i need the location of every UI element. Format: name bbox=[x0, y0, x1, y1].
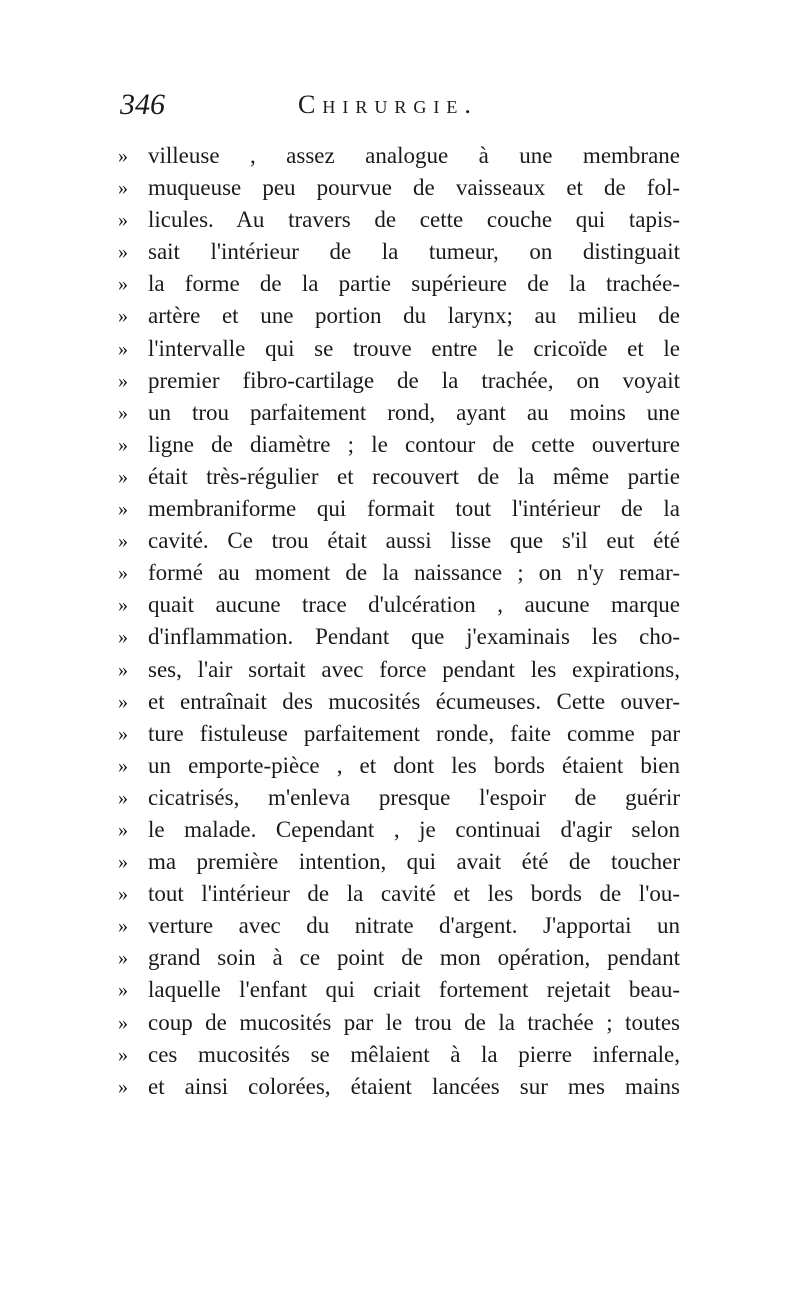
line-text: était très-régulier et recouvert de la même partie bbox=[148, 463, 680, 489]
quotation-mark: » bbox=[118, 562, 128, 585]
line-text: coup de mucosités par le trou de la trachée ; toutes bbox=[148, 1009, 680, 1035]
quotation-mark: » bbox=[118, 465, 128, 488]
running-title: Chirurgie. bbox=[298, 90, 478, 119]
quotation-mark: » bbox=[118, 1043, 128, 1066]
line-text: l'intervalle qui se trouve entre le cricoïde et le bbox=[148, 335, 680, 361]
line-text: d'inflammation. Pendant que j'examinais les cho- bbox=[148, 624, 680, 650]
line-text: verture avec du nitrate d'argent. J'apportai un bbox=[148, 913, 680, 939]
quotation-mark: » bbox=[118, 498, 128, 521]
line-text: formé au moment de la naissance ; on n'y remar- bbox=[148, 560, 680, 586]
text-line bbox=[118, 686, 680, 718]
quotation-mark: » bbox=[118, 786, 128, 809]
line-text: ces mucosités se mêlaient à la pierre infernale, bbox=[148, 1041, 680, 1067]
text-line bbox=[118, 910, 680, 942]
line-text: sait l'intérieur de la tumeur, on distinguait bbox=[148, 239, 680, 265]
line-text: ses, l'air sortait avec force pendant les expirations, bbox=[148, 656, 680, 682]
text-line bbox=[118, 300, 680, 332]
quotation-mark: » bbox=[118, 1011, 128, 1034]
text-line bbox=[118, 846, 680, 878]
text-line bbox=[118, 429, 680, 461]
page-header bbox=[120, 88, 680, 128]
line-text: et ainsi colorées, étaient lancées sur mes mains bbox=[148, 1073, 680, 1099]
quotation-mark: » bbox=[118, 209, 128, 232]
line-text: premier fibro-cartilage de la trachée, on voyait bbox=[148, 367, 680, 393]
quotation-mark: » bbox=[118, 915, 128, 938]
quotation-mark: » bbox=[118, 401, 128, 424]
line-text: ture fistuleuse parfaitement ronde, faite comme par bbox=[148, 720, 680, 746]
line-text: le malade. Cependant , je continuai d'agir selon bbox=[148, 816, 680, 842]
line-text: artère et une portion du larynx; au milieu de bbox=[148, 303, 680, 329]
text-line bbox=[118, 140, 680, 172]
line-text: un trou parfaitement rond, ayant au moins une bbox=[148, 399, 680, 425]
quotation-mark: » bbox=[118, 145, 128, 167]
text-line bbox=[118, 621, 680, 653]
text-line bbox=[118, 750, 680, 782]
line-text: villeuse , assez analogue à une membrane bbox=[148, 143, 680, 168]
line-text: ma première intention, qui avait été de toucher bbox=[148, 849, 680, 875]
line-text: licules. Au travers de cette couche qui tapis- bbox=[148, 207, 680, 233]
text-line bbox=[118, 942, 680, 974]
quotation-mark: » bbox=[118, 369, 128, 392]
text-line bbox=[118, 557, 680, 589]
body-text bbox=[118, 140, 680, 1103]
line-text: grand soin à ce point de mon opération, pendant bbox=[148, 945, 680, 971]
quotation-mark: » bbox=[118, 722, 128, 745]
text-line bbox=[118, 365, 680, 397]
line-text: cavité. Ce trou était aussi lisse que s'il eut été bbox=[148, 528, 680, 554]
quotation-mark: » bbox=[118, 433, 128, 456]
quotation-mark: » bbox=[118, 851, 128, 874]
quotation-mark: » bbox=[118, 530, 128, 553]
line-text: et entraînait des mucosités écumeuses. Cette ouver- bbox=[148, 688, 680, 714]
quotation-mark: » bbox=[118, 947, 128, 970]
text-line bbox=[118, 782, 680, 814]
line-text: membraniforme qui formait tout l'intérieur de la bbox=[148, 496, 680, 522]
text-line bbox=[118, 1071, 680, 1103]
text-line bbox=[118, 172, 680, 204]
line-text: la forme de la partie supérieure de la trachée- bbox=[148, 271, 680, 297]
line-text: quait aucune trace d'ulcération , aucune marque bbox=[148, 592, 680, 618]
line-text: tout l'intérieur de la cavité et les bords de l'ou- bbox=[148, 881, 680, 907]
text-line bbox=[118, 878, 680, 910]
text-line bbox=[118, 1007, 680, 1039]
text-line bbox=[118, 236, 680, 268]
quotation-mark: » bbox=[118, 273, 128, 296]
text-line bbox=[118, 461, 680, 493]
text-line bbox=[118, 654, 680, 686]
quotation-mark: » bbox=[118, 754, 128, 777]
text-line bbox=[118, 268, 680, 300]
quotation-mark: » bbox=[118, 305, 128, 328]
quotation-mark: » bbox=[118, 594, 128, 617]
text-line bbox=[118, 204, 680, 236]
text-line bbox=[118, 589, 680, 621]
quotation-mark: » bbox=[118, 658, 128, 681]
line-text: un emporte-pièce , et dont les bords étaient bien bbox=[148, 752, 680, 778]
quotation-mark: » bbox=[118, 979, 128, 1002]
text-line bbox=[118, 525, 680, 557]
line-text: muqueuse peu pourvue de vaisseaux et de fol- bbox=[148, 175, 680, 201]
line-text: laquelle l'enfant qui criait fortement rejetait beau- bbox=[148, 977, 680, 1003]
line-text: cicatrisés, m'enleva presque l'espoir de guérir bbox=[148, 784, 680, 810]
text-line bbox=[118, 333, 680, 365]
quotation-mark: » bbox=[118, 241, 128, 264]
quotation-mark: » bbox=[118, 177, 128, 200]
quotation-mark: » bbox=[118, 883, 128, 906]
quotation-mark: » bbox=[118, 818, 128, 841]
text-line bbox=[118, 397, 680, 429]
text-line bbox=[118, 814, 680, 846]
text-line bbox=[118, 718, 680, 750]
text-line bbox=[118, 1039, 680, 1071]
text-line bbox=[118, 974, 680, 1006]
quotation-mark: » bbox=[118, 337, 128, 360]
quotation-mark: » bbox=[118, 690, 128, 713]
line-text: ligne de diamètre ; le contour de cette ouverture bbox=[148, 431, 680, 457]
text-line bbox=[118, 493, 680, 525]
quotation-mark: » bbox=[118, 626, 128, 649]
page-number: 346 bbox=[120, 88, 165, 121]
quotation-mark: » bbox=[118, 1075, 128, 1098]
